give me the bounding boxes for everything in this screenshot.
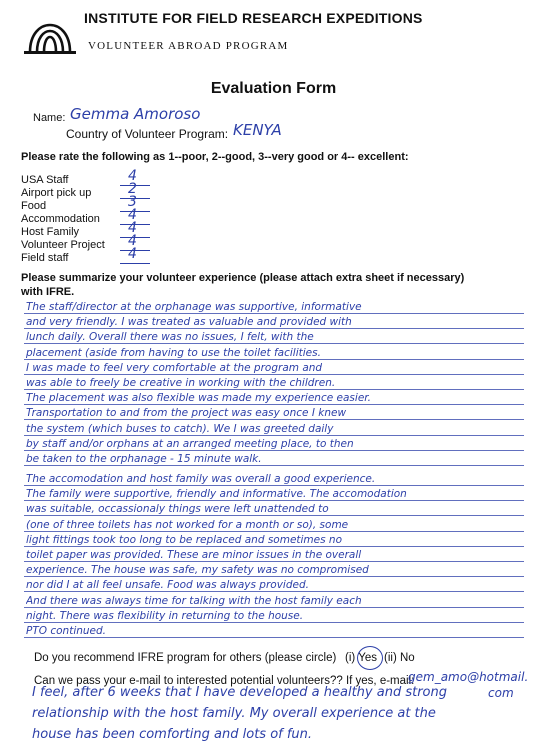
- rating-label-usa-staff: USA Staff: [21, 174, 69, 186]
- summary-line: lunch daily. Overall there was no issues, I felt, with the: [26, 331, 314, 344]
- note-line: house has been comforting and lots of fun.: [32, 727, 313, 742]
- email-value-line2[interactable]: com: [488, 686, 514, 700]
- organization-subtitle: VOLUNTEER ABROAD PROGRAM: [88, 40, 289, 52]
- recommend-question: Do you recommend IFRE program for others (please circle): [34, 652, 337, 664]
- summary-line: toilet paper was provided. These are minor issues in the overall: [26, 549, 362, 562]
- rating-value-host-family[interactable]: 4: [128, 220, 137, 236]
- summary-line: the system (which buses to catch). We I was greeted daily: [26, 422, 334, 435]
- summary-line: Transportation to and from the project was easy once I knew: [26, 407, 347, 420]
- rating-value-airport-pickup[interactable]: 2: [128, 181, 137, 197]
- rating-label-volunteer-project: Volunteer Project: [21, 239, 105, 251]
- rating-instruction: Please rate the following as 1--poor, 2--good, 3--very good or 4-- excellent:: [21, 151, 409, 163]
- rating-label-host-family: Host Family: [21, 226, 80, 238]
- summary-line: be taken to the orphanage - 15 minute walk.: [26, 453, 262, 466]
- country-value[interactable]: KENYA: [233, 121, 282, 139]
- email-question: Can we pass your e-mail to interested potential volunteers?? If yes, e-mail:: [34, 675, 415, 687]
- yes-circle-mark: [357, 646, 383, 670]
- summary-line: light fittings took too long to be replaced and sometimes no: [26, 533, 343, 546]
- country-label: Country of Volunteer Program:: [66, 127, 229, 141]
- summary-line: I was made to feel very comfortable at the program and: [26, 361, 323, 374]
- rating-label-field-staff: Field staff: [21, 252, 69, 264]
- rating-label-accommodation: Accommodation: [21, 213, 100, 225]
- summary-line: placement (aside from having to use the toilet facilities.: [26, 346, 321, 359]
- form-title: Evaluation Form: [210, 80, 337, 97]
- name-value[interactable]: Gemma Amoroso: [70, 105, 201, 123]
- summary-line: experience. The house was safe, my safety was no compromised: [26, 564, 369, 577]
- summary-prompt-line2: with IFRE.: [21, 286, 75, 298]
- summary-paragraph-2[interactable]: [26, 472, 526, 639]
- rating-label-airport-pickup: Airport pick up: [21, 187, 92, 199]
- summary-line: PTO continued.: [26, 625, 107, 638]
- email-value-line1[interactable]: gem_amo@hotmail.: [408, 670, 529, 684]
- note-line: I feel, after 6 weeks that I have developed a healthy and strong: [32, 685, 447, 700]
- recommend-yes-option[interactable]: (i) Yes: [345, 652, 377, 664]
- summary-line: The placement was also flexible was made my experience easier.: [26, 392, 371, 405]
- name-label: Name:: [33, 112, 66, 124]
- rating-value-field-staff[interactable]: 4: [128, 246, 137, 262]
- organization-name: INSTITUTE FOR FIELD RESEARCH EXPEDITIONS: [84, 10, 423, 26]
- bottom-note[interactable]: [32, 682, 447, 745]
- summary-line: by staff and/or orphans at an arranged meeting place, to then: [26, 437, 354, 450]
- summary-line: The accomodation and host family was overall a good experience.: [26, 473, 376, 485]
- summary-line: And there was always time for talking with the host family each: [26, 594, 362, 607]
- summary-paragraph-1[interactable]: [26, 300, 526, 467]
- recommend-no-option[interactable]: (ii) No: [384, 652, 415, 664]
- summary-line: was able to freely be creative in working with the children.: [26, 377, 336, 390]
- rating-value-volunteer-project[interactable]: 4: [128, 233, 137, 249]
- summary-line: was suitable, occassionaly things were left unattended to: [26, 503, 329, 516]
- summary-line: and very friendly. I was treated as valuable and provided with: [26, 316, 352, 329]
- summary-line: (one of three toilets has not worked for a month or so), some: [26, 518, 349, 531]
- summary-line: night. There was flexibility in returning to the house.: [26, 609, 304, 622]
- note-line: relationship with the host family. My overall experience at the: [32, 706, 436, 721]
- summary-line: The staff/director at the orphanage was supportive, informative: [26, 301, 362, 313]
- rating-value-usa-staff[interactable]: 4: [128, 168, 137, 184]
- globe-arches-logo-icon: [24, 8, 76, 56]
- rating-value-accommodation[interactable]: 4: [128, 207, 137, 223]
- rating-value-food[interactable]: 3: [128, 194, 137, 210]
- rating-underline: [120, 263, 150, 264]
- summary-line: nor did I at all feel unsafe. Food was always provided.: [26, 579, 309, 592]
- summary-prompt-line1: Please summarize your volunteer experience (please attach extra sheet if necessary): [21, 272, 465, 284]
- rating-label-food: Food: [21, 200, 47, 212]
- summary-line: The family were supportive, friendly and informative. The accomodation: [26, 488, 407, 501]
